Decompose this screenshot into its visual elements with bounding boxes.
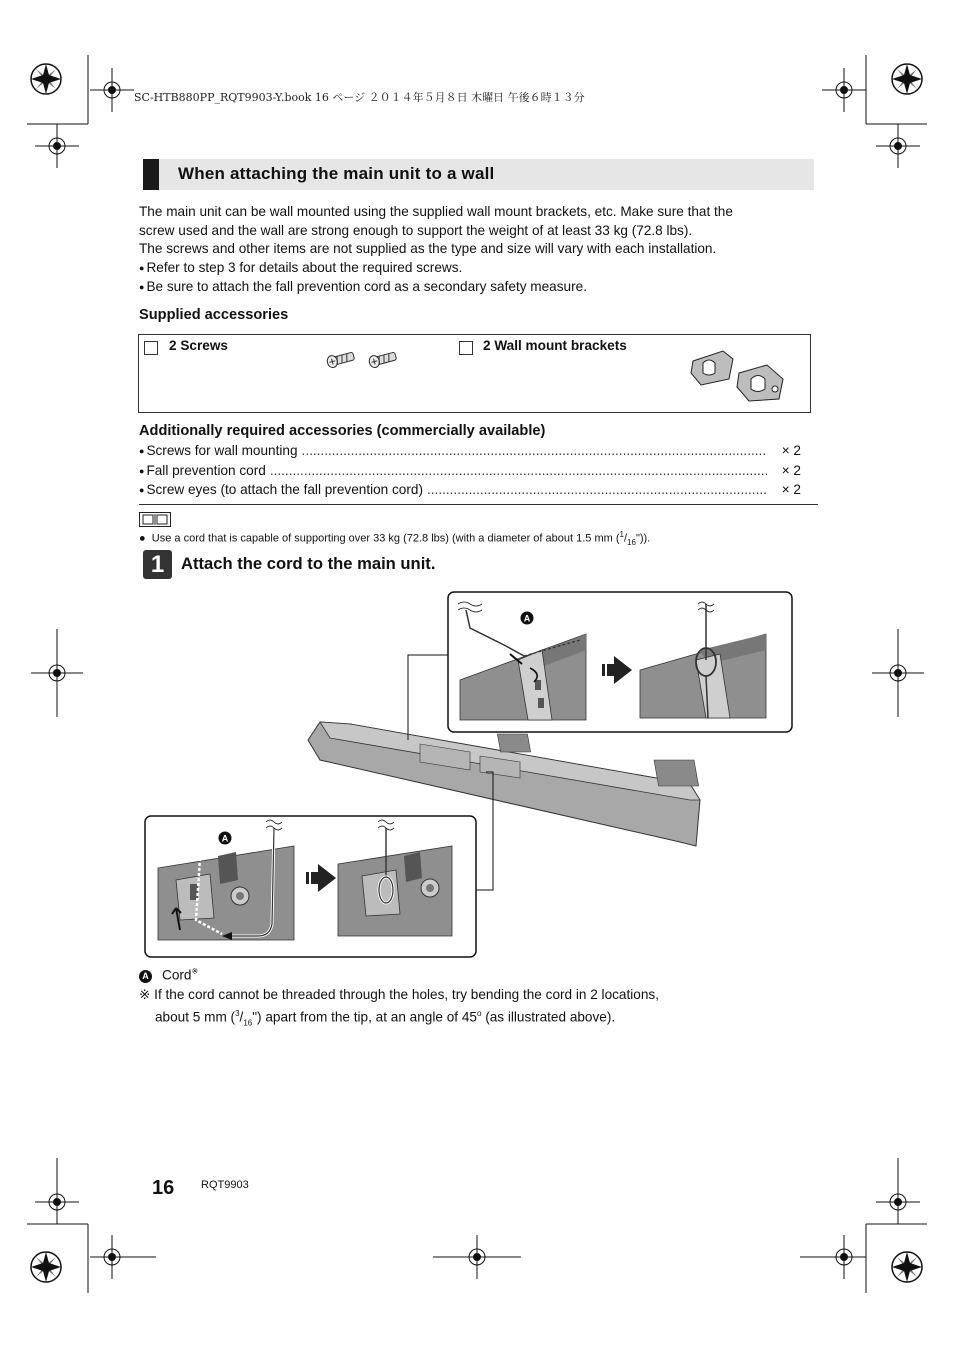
brackets-checkbox[interactable]: [459, 341, 473, 355]
intro-line-1: The main unit can be wall mounted using the supplied wall mount brackets, etc. Make sure that the: [139, 204, 733, 219]
list-item: ● Screw eyes (to attach the fall prevention cord) ..... × 2: [139, 481, 801, 501]
legend-cord: A Cord※: [139, 967, 198, 983]
intro-bullet-2: ● Be sure to attach the fall prevention cord as a secondary safety measure.: [139, 278, 829, 298]
screws-label: 2 Screws: [169, 338, 228, 353]
screws-checkbox[interactable]: [144, 341, 158, 355]
footnote: ※ If the cord cannot be threaded through the holes, try bending the cord in 2 locations, about 5 mm $(^3/_{16}")$ apart from the tip, at an angle of 45$^o$ (as illustrated above).: [139, 987, 659, 1027]
brackets-illustration: [689, 343, 789, 403]
marker-a-badge: [219, 832, 232, 845]
screws-illustration: [324, 347, 404, 371]
supplied-accessories-box: [138, 334, 811, 413]
supplied-heading: Supplied accessories: [139, 307, 289, 323]
step-number-badge: 1: [143, 550, 172, 579]
additional-list: [139, 442, 801, 501]
section-title-bar: [143, 159, 814, 190]
intro-line-3: The screws and other items are not supplied as the type and size will vary with each installation.: [139, 241, 717, 256]
list-item: ● Fall prevention cord ..... × 2: [139, 462, 801, 482]
list-item: ● Screws for wall mounting ..... × 2: [139, 442, 801, 462]
book-icon: [139, 512, 171, 527]
document-code: RQT9903: [201, 1179, 249, 1191]
svg-text:A: A: [221, 833, 229, 844]
marker-a-badge: A: [139, 970, 152, 983]
additional-heading: Additionally required accessories (commercially available): [139, 423, 546, 439]
intro-text: [139, 203, 829, 298]
note-text: ● Use a cord that is capable of supporting over 33 kg (72.8 lbs) (with a diameter of about 1.5 mm $(^1/_{16}")$).: [139, 530, 651, 547]
cord-attachment-illustration: [140, 588, 800, 963]
intro-line-2: screw used and the wall are strong enough to support the weight of at least 33 kg (72.8 lbs).: [139, 222, 693, 238]
intro-bullet-1: ● Refer to step 3 for details about the required screws.: [139, 259, 829, 279]
brackets-label: 2 Wall mount brackets: [483, 338, 627, 353]
section-title: When attaching the main unit to a wall: [178, 164, 495, 183]
step-title: Attach the cord to the main unit.: [181, 554, 436, 573]
divider: [139, 504, 818, 505]
marker-a-badge: [521, 612, 534, 625]
page-number: 16: [152, 1177, 175, 1199]
section-marker: [143, 159, 159, 190]
svg-text:A: A: [523, 613, 531, 624]
print-header: SC-HTB880PP_RQT9903-Y.book 16 ページ ２０１４年５月８日 木曜日 午後６時１３分: [134, 91, 585, 104]
